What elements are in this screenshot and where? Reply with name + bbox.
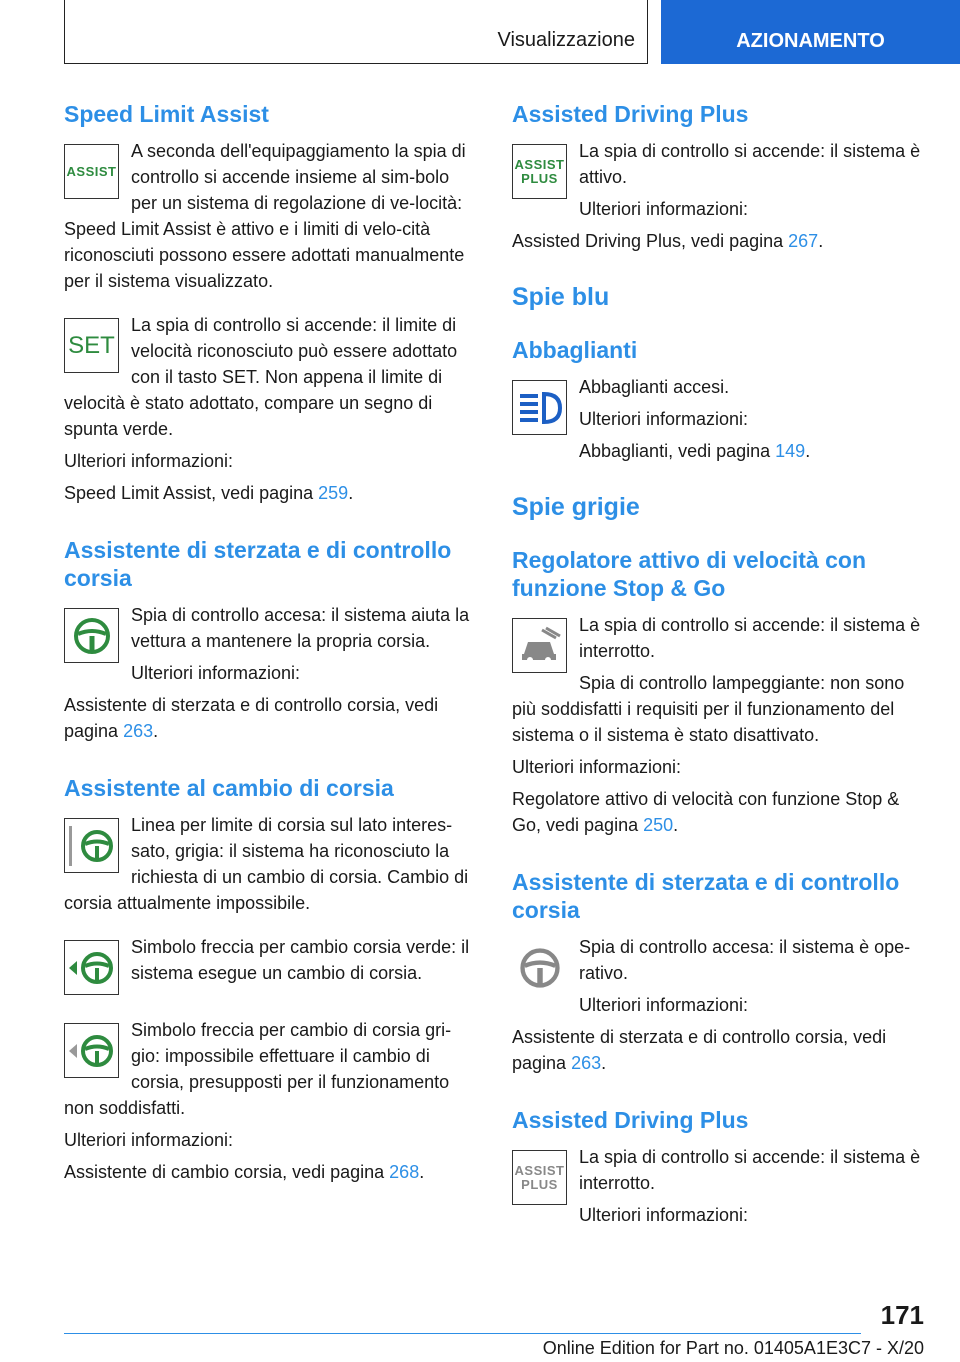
- page-link-250[interactable]: 250: [643, 815, 674, 835]
- steering-assist-gray-text: Spia di controllo accesa: il sistema è ope-rativo.: [579, 937, 911, 983]
- acc-stop-go-heading: Regolatore attivo di velocità con funzione Stop & Go: [512, 547, 867, 601]
- assist-plus-line2: PLUS: [521, 170, 558, 186]
- steering-assist-gray-block: [512, 934, 926, 1018]
- ref-end: .: [805, 441, 811, 461]
- speed-limit-assist-text: A seconda dell'equipaggiamento la spia di controllo si accende insieme al sim-bolo per un sistema di regolazione di ve-locità: Speed Limit Assist è attivo e i limiti di velo-cità riconosciuti possono essere adottati manualmente per il sistema visualizzato.: [64, 141, 466, 291]
- speed-limit-assist-ref: [64, 480, 478, 506]
- steering-wheel-icon: [64, 608, 119, 663]
- assisted-driving-plus-gray-block: [512, 1144, 926, 1228]
- page-number: 171: [880, 1300, 924, 1330]
- ref-end: .: [348, 483, 354, 503]
- speed-limit-assist-heading: Speed Limit Assist: [64, 101, 269, 127]
- more-info-label: Ulteriori informazioni:: [64, 1130, 234, 1150]
- acc-stop-go-icon: [512, 618, 567, 673]
- ref-end: .: [153, 721, 159, 741]
- assist-plus-label: [515, 158, 565, 186]
- assisted-driving-plus-text: La spia di controllo si accende: il sistema è attivo.: [579, 141, 921, 187]
- ref-text: Speed Limit Assist, vedi pagina: [64, 483, 319, 503]
- lane-change-arrow-gray-icon: [64, 1023, 119, 1078]
- assisted-driving-plus-heading: Assisted Driving Plus: [512, 101, 749, 127]
- gray-lights-heading: Spie grigie: [512, 493, 640, 521]
- steering-assist-block: [64, 602, 478, 686]
- left-column: [64, 100, 478, 1185]
- acc-stop-go-text-2: Spia di controllo lampeggiante: non sono più soddisfatti i requisiti per il funzionamento del sistema o il sistema è stato disattivato.: [512, 673, 905, 745]
- ref-text: Assistente di cambio corsia, vedi pagina: [64, 1162, 390, 1182]
- lane-change-heading: Assistente al cambio di corsia: [64, 775, 394, 801]
- steering-assist-text: Spia di controllo accesa: il sistema aiuta la vettura a mantenere la propria corsia.: [131, 605, 470, 651]
- assist-plus-gray-line1: ASSIST: [514, 1162, 565, 1178]
- steering-assist-gray-ref: [512, 1024, 926, 1076]
- high-beam-heading: Abbaglianti: [512, 337, 638, 363]
- acc-stop-go-block: [512, 612, 926, 748]
- page-link-263[interactable]: 263: [123, 721, 154, 741]
- more-info-label: Ulteriori informazioni:: [579, 1205, 749, 1225]
- more-info-label: Ulteriori informazioni:: [512, 757, 682, 777]
- footer-divider: [64, 1333, 861, 1334]
- ref-text: Assistente di sterzata e di controllo corsia, vedi pagina: [64, 695, 439, 741]
- lane-change-green-block: [64, 934, 478, 999]
- speed-limit-assist-block: [64, 138, 478, 294]
- acc-stop-go-text-1: La spia di controllo si accende: il sistema è interrotto.: [579, 615, 921, 661]
- more-info-label: Ulteriori informazioni:: [579, 409, 749, 429]
- page-link-268[interactable]: 268: [389, 1162, 420, 1182]
- steering-assist-heading: Assistente di sterzata e di controllo corsia: [64, 537, 452, 591]
- ref-text: Regolatore attivo di velocità con funzione Stop & Go, vedi pagina: [512, 789, 900, 835]
- more-info-label: Ulteriori informazioni:: [579, 995, 749, 1015]
- right-column: [512, 100, 926, 1228]
- assisted-driving-plus-block: [512, 138, 926, 222]
- assisted-driving-plus-gray-text: La spia di controllo si accende: il sistema è interrotto.: [579, 1147, 921, 1193]
- lane-change-arrow-gray-block: [64, 1017, 478, 1121]
- assist-plus-green-icon: [512, 144, 567, 199]
- lane-change-gray-text: Linea per limite di corsia sul lato interes-sato, grigia: il sistema ha riconosciuto la richiesta di un cambio di corsia. Cambio di corsia attualmente impossibile.: [64, 815, 469, 913]
- page-link-259[interactable]: 259: [318, 483, 349, 503]
- page-link-263[interactable]: 263: [571, 1053, 602, 1073]
- header-section-title: Visualizzazione: [497, 29, 635, 51]
- page-link-267[interactable]: 267: [788, 231, 819, 251]
- high-beam-ref: [512, 438, 926, 464]
- high-beam-block: [512, 374, 926, 464]
- ref-text: Assisted Driving Plus, vedi pagina: [512, 231, 789, 251]
- assist-plus-gray-label: [515, 1164, 565, 1192]
- assist-indicator-icon: [64, 144, 119, 199]
- assisted-driving-plus-ref: [512, 228, 926, 254]
- acc-stop-go-ref: [512, 786, 926, 838]
- lane-change-arrow-green-icon: [64, 940, 119, 995]
- high-beam-icon: [512, 380, 567, 435]
- set-icon-label: SET: [68, 331, 115, 359]
- assist-plus-gray-line2: PLUS: [521, 1176, 558, 1192]
- assist-icon-label: ASSIST: [66, 163, 117, 179]
- set-indicator-icon: [64, 318, 119, 373]
- more-info-label: Ulteriori informazioni:: [579, 199, 749, 219]
- high-beam-text: Abbaglianti accesi.: [579, 377, 730, 397]
- steering-assist-ref: [64, 692, 478, 744]
- set-indicator-block: [64, 312, 478, 442]
- ref-end: .: [818, 231, 824, 251]
- assist-plus-line1: ASSIST: [514, 156, 565, 172]
- assist-plus-gray-icon: [512, 1150, 567, 1205]
- blue-lights-heading: Spie blu: [512, 283, 610, 311]
- ref-text: Abbaglianti, vedi pagina: [579, 441, 776, 461]
- lane-change-ref: [64, 1159, 478, 1185]
- lane-change-arrow-gray-text: Simbolo freccia per cambio di corsia gri-gio: impossibile effettuare il cambio di corsia, presupposti per il funzionamento non soddisfatti.: [64, 1020, 452, 1118]
- lane-change-green-text: Simbolo freccia per cambio corsia verde: il sistema esegue un cambio di corsia.: [131, 937, 470, 983]
- ref-end: .: [601, 1053, 607, 1073]
- ref-end: .: [419, 1162, 425, 1182]
- more-info-label: Ulteriori informazioni:: [131, 663, 301, 683]
- steering-wheel-gray-icon: [512, 940, 567, 995]
- page-link-149[interactable]: 149: [775, 441, 806, 461]
- ref-text: Assistente di sterzata e di controllo corsia, vedi pagina: [512, 1027, 887, 1073]
- ref-end: .: [673, 815, 679, 835]
- lane-change-gray-block: [64, 812, 478, 916]
- more-info-label: Ulteriori informazioni:: [64, 451, 234, 471]
- steering-assist-gray-heading: Assistente di sterzata e di controllo corsia: [512, 869, 900, 923]
- set-indicator-text: La spia di controllo si accende: il limite di velocità riconosciuto può essere adottato con il tasto SET. Non appena il limite di velocità è stato adottato, compare un segno di spunta verde.: [64, 315, 458, 439]
- assisted-driving-plus-gray-heading: Assisted Driving Plus: [512, 1107, 749, 1133]
- footer-edition: Online Edition for Part no. 01405A1E3C7 - X/20: [542, 1338, 924, 1358]
- lane-line-steering-icon: [64, 818, 119, 873]
- header-chapter-tab[interactable]: AZIONAMENTO: [661, 0, 960, 64]
